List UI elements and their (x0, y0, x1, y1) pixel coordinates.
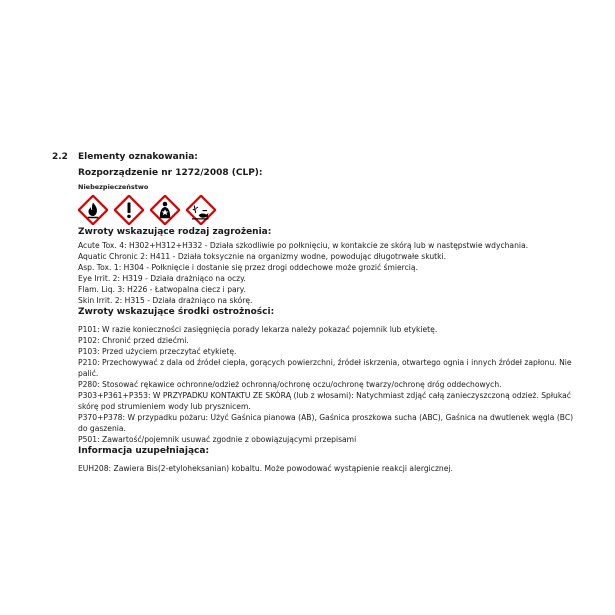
hazard-statement: Eye Irrit. 2: H319 - Działa drażniąco na oczy. (78, 274, 246, 283)
regulation-heading: Rozporządzenie nr 1272/2008 (CLP): (78, 168, 263, 178)
precautionary-heading: Zwroty wskazujące środki ostrożności: (78, 307, 275, 317)
hazard-statement: Aquatic Chronic 2: H411 - Działa toksycznie na organizmy wodne, powodując długotrwałe skutki. (78, 252, 447, 261)
hazard-statement: Asp. Tox. 1: H304 - Połknięcie i dostanie się przez drogi oddechowe może grozić śmiercią. (78, 263, 418, 272)
hazard-statement: Skin Irrit. 2: H315 - Działa drażniąco na skórę. (78, 296, 253, 305)
precautionary-statement: P101: W razie konieczności zasięgnięcia porady lekarza należy pokazać pojemnik lub etykietę. (78, 325, 438, 334)
precautionary-statement: P280: Stosować rękawice ochronne/odzież ochronną/ochronę oczu/ochronę twarzy/ochronę dróg oddechowych. (78, 380, 502, 389)
health-hazard-pictogram-icon (150, 195, 180, 225)
precautionary-statement: P370+P378: W przypadku pożaru: Użyć Gaśnica pianowa (AB), Gaśnica proszkowa sucha (ABC), Gaśnica na dwutlenek węgla (BC) do gaszenia. (78, 413, 576, 433)
precautionary-statement: P501: Zawartość/pojemnik usuwać zgodnie z obowiązującymi przepisami (78, 435, 357, 444)
environment-pictogram-icon (186, 195, 216, 225)
signal-word: Niebezpieczeństwo (78, 183, 149, 191)
flame-pictogram-icon (78, 195, 108, 225)
hazard-heading: Zwroty wskazujące rodzaj zagrożenia: (78, 227, 272, 237)
hazard-statement: Acute Tox. 4: H302+H312+H332 - Działa szkodliwie po połknięciu, w kontakcie ze skórą lub w następstwie wdychania. (78, 241, 529, 250)
exclamation-pictogram-icon (114, 195, 144, 225)
label-text-block (78, 226, 578, 474)
additional-info-statement: EUH208: Zawiera Bis(2-etyloheksanian) kobaltu. Może powodować wystąpienie reakcji alergicznej. (78, 464, 453, 473)
precautionary-statement: P303+P361+P353: W PRZYPADKU KONTAKTU ZE SKÓRĄ (lub z włosami): Natychmiast zdjąć całą zanieczyszczoną odzież. Spłukać skórę pod strumieniem wody lub prysznicem. (78, 391, 574, 411)
precautionary-statement: P210: Przechowywać z dala od źródeł ciepła, gorących powierzchni, źródeł iskrzenia, otwartego ognia i innych źródeł zapłonu. Nie palić. (78, 358, 574, 378)
section-title: Elementy oznakowania: (78, 152, 198, 162)
additional-info-heading: Informacja uzupełniająca: (78, 446, 210, 456)
precautionary-list (78, 324, 578, 445)
precautionary-statement: P103: Przed użyciem przeczytać etykietę. (78, 347, 237, 356)
hazard-list (78, 240, 578, 306)
section-number: 2.2 (52, 152, 68, 162)
hazard-statement: Flam. Liq. 3: H226 - Łatwopalna ciecz i pary. (78, 285, 246, 294)
precautionary-statement: P102: Chronić przed dziećmi. (78, 336, 189, 345)
ghs-pictograms (78, 195, 216, 223)
